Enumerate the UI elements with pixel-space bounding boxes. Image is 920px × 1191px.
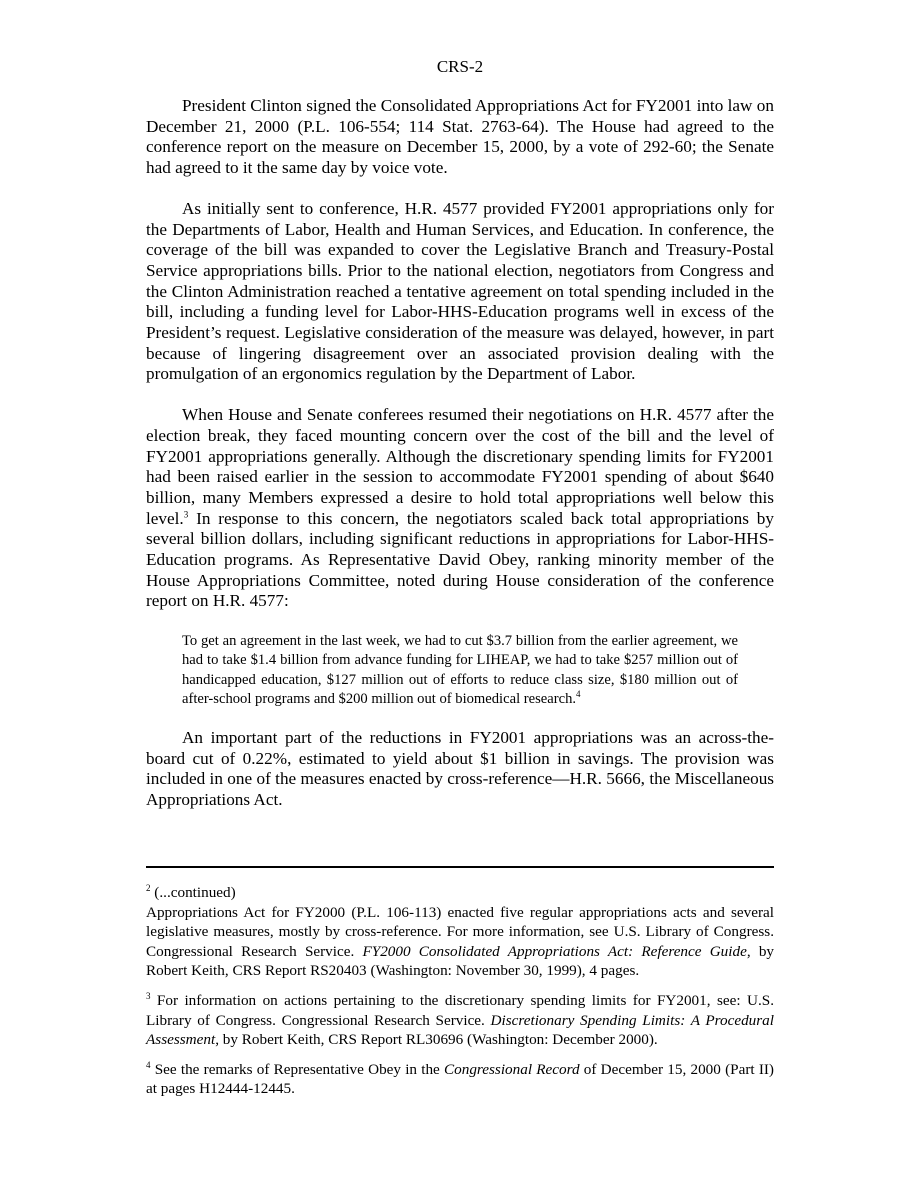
body-text	[146, 96, 774, 811]
paragraph-across-the-board-cut: An important part of the reductions in FY2001 appropriations was an across-the-board cut of 0.22%, estimated to yield about $1 billion in savings. The provision was included in one of the measures enacted by cross-reference—H.R. 5666, the Miscellaneous Appropriations Act.	[146, 727, 774, 810]
footnote-4	[146, 1060, 774, 1099]
footnote-4-title: Congressional Record	[444, 1060, 580, 1078]
footnote-2-text-b: , by Robert Keith, CRS Report RS20403 (Washington: November 30, 1999), 4 pages.	[146, 942, 775, 980]
footnote-2-text	[146, 903, 774, 981]
paragraph-signing: President Clinton signed the Consolidated Appropriations Act for FY2001 into law on December 21, 2000 (P.L. 106-554; 114 Stat. 2763-64). The House had agreed to the conference report on the measure on December 15, 2000, by a vote of 292-60; the Senate had agreed to it the same day by voice vote.	[146, 96, 774, 178]
footnote-4-text-b: of December 15, 2000 (Part II) at pages H12444-12445.	[146, 1060, 774, 1098]
footnote-2-number: 2	[146, 882, 151, 893]
footnote-2-continued	[146, 883, 774, 903]
footnote-2	[146, 883, 774, 981]
paragraph-negotiations-part-a: When House and Senate conferees resumed their negotiations on H.R. 4577 after the election break, they faced mounting concern over the cost of the bill and the level of FY2001 appropriations generally. Although the discretionary spending limits for FY2001 had been raised earlier in the session to accommodate FY2001 spending of about $640 billion, many Members expressed a desire to hold total appropriations well below this level.	[146, 405, 774, 528]
block-quote-obey	[182, 632, 738, 709]
footnote-ref-4: 4	[576, 688, 581, 699]
footnote-2-text-a: Appropriations Act for FY2000 (P.L. 106-113) enacted five regular appropriations acts and several legislative measures, mostly by cross-reference. For more information, see U.S. Library of Congress. Congressional Research Service.	[146, 903, 774, 960]
footnote-4-number: 4	[146, 1059, 151, 1070]
footnote-3-text-a: For information on actions pertaining to the discretionary spending limits for FY2001, see: U.S. Library of Congress. Congressional Research Service.	[146, 991, 774, 1029]
footnote-separator	[146, 866, 774, 868]
footnotes	[146, 883, 774, 1109]
paragraph-negotiations-part-b: In response to this concern, the negotiators scaled back total appropriations by several billion dollars, including significant reductions in appropriations for Labor-HHS-Education programs. As Representative David Obey, ranking minority member of the House Appropriations Committee, noted during House consideration of the conference report on H.R. 4577:	[146, 508, 774, 611]
footnote-3	[146, 991, 774, 1050]
footnote-3-number: 3	[146, 990, 151, 1001]
paragraph-negotiations	[146, 405, 774, 612]
quote-text: To get an agreement in the last week, we had to cut $3.7 billion from the earlier agreement, we had to take $1.4 billion from advance funding for LIHEAP, we had to take $257 million out of handicapped education, $127 million out of efforts to reduce class size, $180 million out of after-school programs and $200 million out of biomedical research.	[182, 633, 738, 707]
footnote-3-title: Discretionary Spending Limits: A Procedural Assessment	[146, 1011, 774, 1049]
footnote-2-continued-label: (...continued)	[150, 884, 236, 901]
page-number-header: CRS-2	[436, 57, 484, 76]
footnote-ref-3: 3	[183, 508, 189, 519]
footnote-2-title: FY2000 Consolidated Appropriations Act: Reference Guide	[362, 942, 747, 960]
footnote-4-text-a: See the remarks of Representative Obey in the	[150, 1060, 445, 1078]
paragraph-conference: As initially sent to conference, H.R. 4577 provided FY2001 appropriations only for the Departments of Labor, Health and Human Services, and Education. In conference, the coverage of the bill was expanded to cover the Legislative Branch and Treasury-Postal Service appropriations bills. Prior to the national election, negotiators from Congress and the Clinton Administration reached a tentative agreement on total spending included in the bill, including a funding level for Labor-HHS-Education programs well in excess of the President’s request. Legislative consideration of the measure was delayed, however, in part because of lingering disagreement over an associated provision dealing with the promulgation of an ergonomics regulation by the Department of Labor.	[146, 198, 774, 384]
footnote-3-text-b: , by Robert Keith, CRS Report RL30696 (Washington: December 2000).	[215, 1031, 658, 1049]
